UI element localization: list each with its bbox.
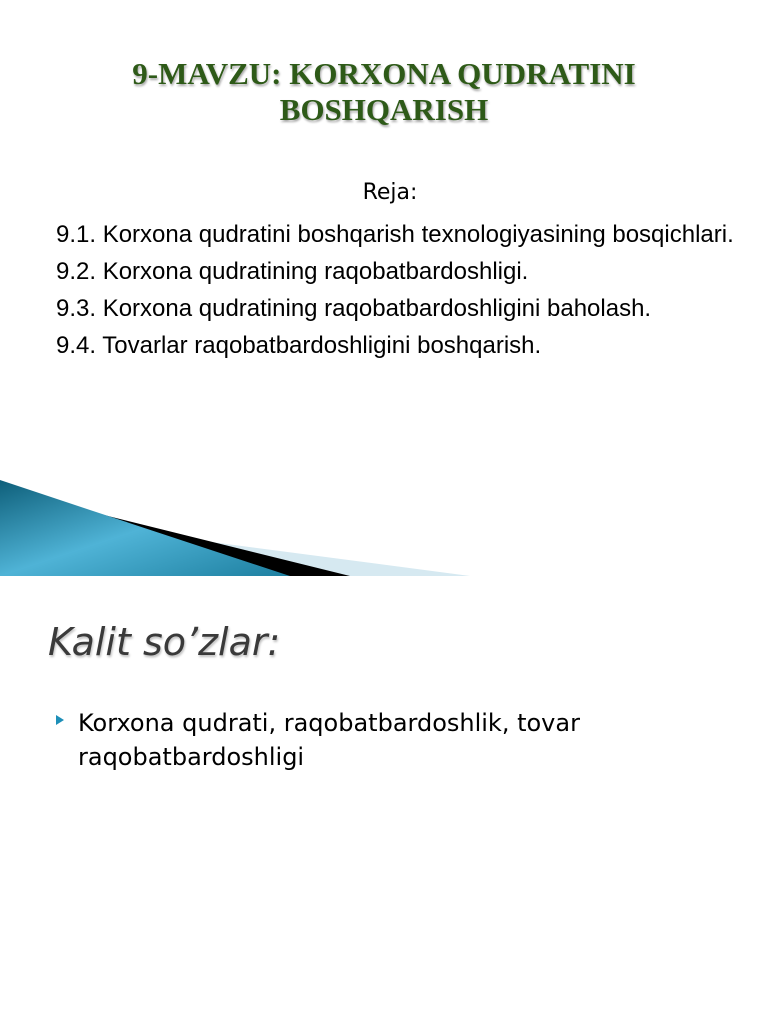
slide-title [0, 56, 768, 128]
plan-item: 9.4. Tovarlar raqobatbardoshligini boshqarish. [56, 332, 542, 359]
plan-item: 9.1. Korxona qudratini boshqarish texnologiyasining bosqichlari. [56, 221, 734, 248]
slide-2 [0, 576, 768, 1024]
keywords-item [56, 706, 736, 774]
keywords-text: Korxona qudrati, raqobatbardoshlik, tovar raqobatbardoshligi [78, 709, 580, 771]
plan-list [56, 218, 736, 366]
title-line-1: 9-MAVZU: KORXONA QUDRATINI [132, 56, 636, 91]
plan-item: 9.3. Korxona qudratining raqobatbardoshligini baholash. [56, 295, 652, 322]
decorative-swoosh [0, 480, 768, 576]
keywords-list [56, 706, 736, 774]
triangle-bullet-icon [56, 715, 64, 725]
plan-heading: Reja: [362, 180, 418, 205]
title-line-2: BOSHQARISH [279, 92, 489, 127]
plan-item: 9.2. Korxona qudratining raqobatbardoshligi. [56, 258, 529, 285]
keywords-heading: Kalit so’zlar: [48, 620, 281, 664]
